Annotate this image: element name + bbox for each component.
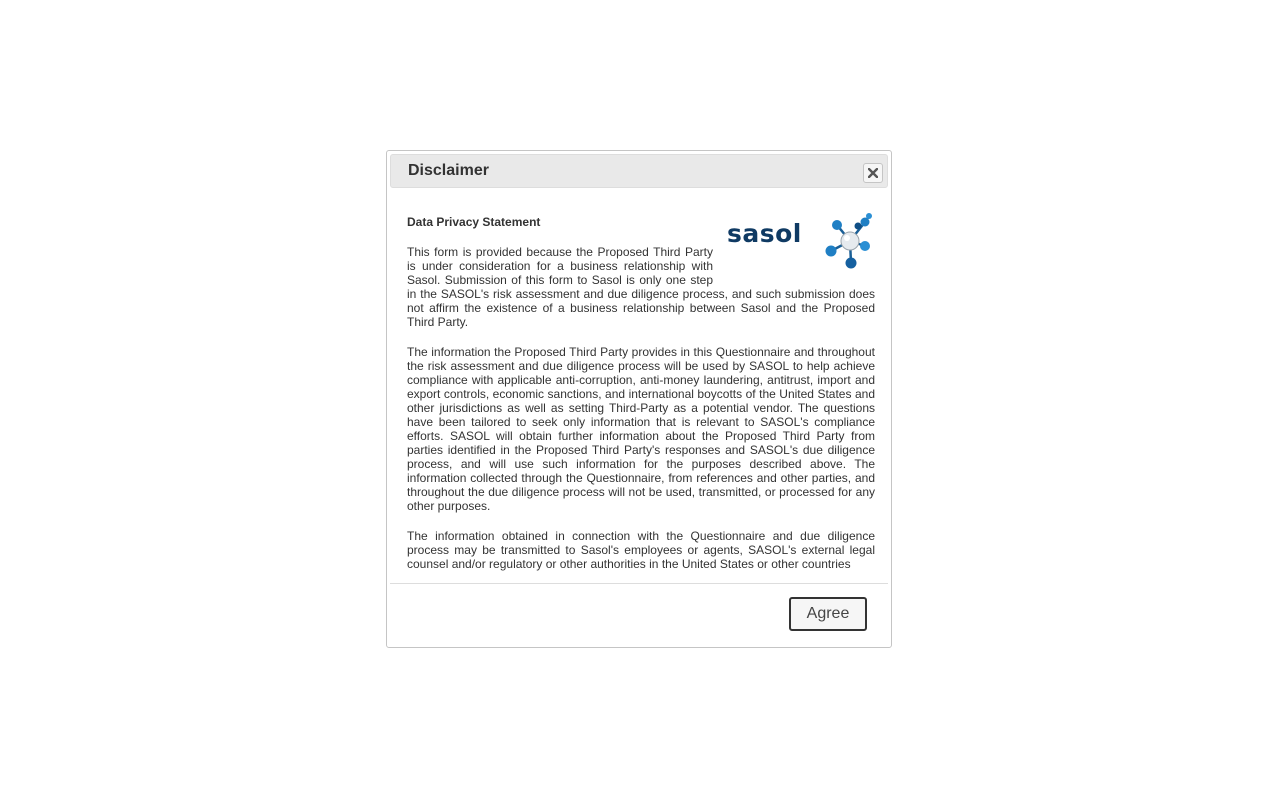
button-pane-divider — [390, 583, 888, 584]
sasol-logo — [725, 213, 875, 273]
close-button[interactable] — [863, 163, 883, 183]
dialog-title: Disclaimer — [408, 162, 489, 179]
logo-wordmark: sasol — [727, 219, 802, 248]
close-icon — [868, 168, 878, 178]
paragraph-1: This form is provided because the Proposed Third Party is under consideration for a business relationship with Sasol. Submission of this form to Sasol is only one step in the SASOL's risk assessment and due diligence process, and such submission does not affirm the existence of a business relationship between Sasol and the Proposed Third Party. — [407, 245, 875, 329]
section-heading: Data Privacy Statement — [407, 215, 541, 229]
paragraph-3: The information obtained in connection with the Questionnaire and due diligence process may be transmitted to Sasol's employees or agents, SASOL's external legal counsel and/or regulatory or other authorities in the United States or other countries — [407, 529, 875, 571]
agree-button[interactable]: Agree — [789, 597, 867, 631]
paragraph-2: The information the Proposed Third Party provides in this Questionnaire and throughout the risk assessment and due diligence process will be used by SASOL to help achieve compliance with applicable anti-corruption, anti-money laundering, antitrust, import and export controls, economic sanctions, and international boycotts of the United States and other jurisdictions as well as setting Third-Party as a potential vendor. The questions have been tailored to seek only information that is relevant to SASOL's compliance efforts. SASOL will obtain further information about the Proposed Third Party from parties identified in the Proposed Third Party's responses and SASOL's due diligence process, and will use such information for the purposes described above. The information collected through the Questionnaire, from references and other parties, and throughout the due diligence process will not be used, transmitted, or processed for any other purposes. — [407, 345, 875, 513]
dialog-titlebar[interactable] — [390, 154, 888, 188]
molecule-icon — [825, 213, 875, 271]
disclaimer-dialog — [386, 150, 892, 648]
disclaimer-content[interactable] — [407, 211, 875, 577]
